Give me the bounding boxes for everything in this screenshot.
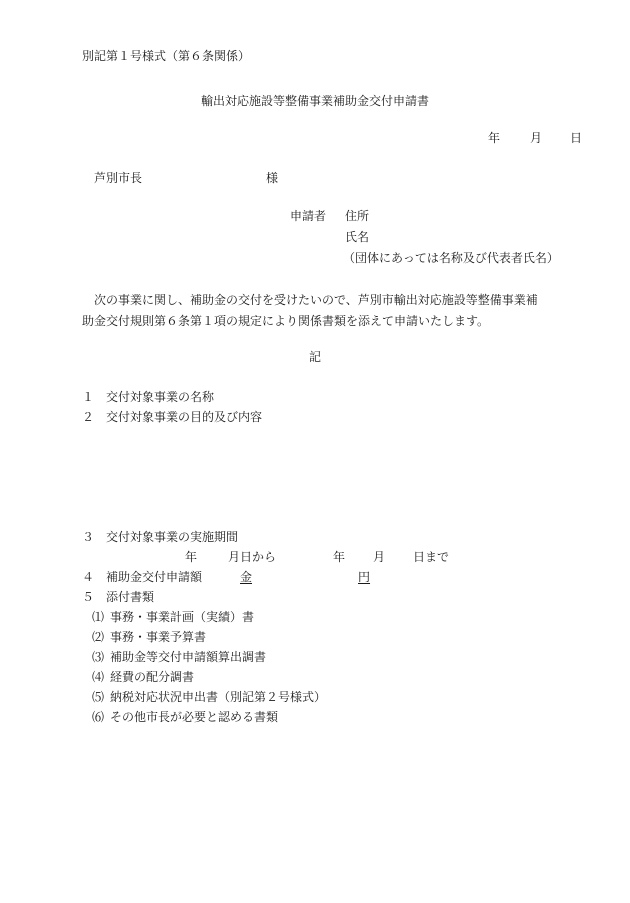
date-month: 月	[530, 131, 543, 145]
ki-heading: 記	[308, 350, 321, 364]
period-year-end: 年	[333, 550, 346, 564]
body-line-1: 次の事業に関し、補助金の交付を受けたいので、芦別市輸出対応施設等整備事業補	[94, 293, 538, 307]
recipient-honorific: 様	[266, 171, 279, 185]
attachment-text: 事務・事業計画（実績）書	[110, 610, 255, 624]
attachment-number: ⑷	[92, 670, 105, 684]
recipient-name: 芦別市長	[94, 171, 143, 185]
amount-suffix: 円	[358, 570, 371, 584]
period-year-start: 年	[185, 550, 198, 564]
item-text: 交付対象事業の目的及び内容	[106, 410, 263, 424]
applicant-label: 申請者	[290, 209, 327, 223]
item-number: ５	[82, 590, 95, 604]
attachment-text: 経費の配分調書	[110, 670, 195, 684]
period-day-to: 日まで	[413, 550, 450, 564]
item-number: ２	[82, 410, 95, 424]
item-number: ３	[82, 530, 95, 544]
document-title: 輸出対応施設等整備事業補助金交付申請書	[200, 94, 429, 108]
body-line-2: 助金交付規則第６条第１項の規定により関係書類を添えて申請いたします。	[82, 314, 490, 328]
amount-blank	[252, 571, 358, 583]
item-text: 交付対象事業の実施期間	[106, 530, 239, 544]
item-text: 交付対象事業の名称	[106, 390, 215, 404]
attachment-text: 事務・事業予算書	[110, 630, 207, 644]
attachment-text: その他市長が必要と認める書類	[110, 710, 279, 724]
applicant-name-label: 氏名	[345, 230, 370, 244]
applicant-note: （団体にあっては名称及び代表者氏名）	[343, 251, 559, 265]
attachment-number: ⑵	[92, 630, 105, 644]
attachment-number: ⑶	[92, 650, 105, 664]
form-label: 別記第１号様式（第６条関係）	[82, 49, 251, 63]
item-number: ４	[82, 570, 95, 584]
attachment-text: 納税対応状況申出書（別記第２号様式）	[110, 690, 327, 704]
item-text: 補助金交付申請額	[106, 570, 203, 584]
attachment-number: ⑸	[92, 690, 105, 704]
attachment-number: ⑹	[92, 710, 105, 724]
period-month-start: 月	[228, 550, 241, 564]
applicant-address-label: 住所	[345, 209, 370, 223]
attachment-text: 補助金等交付申請額算出調書	[110, 650, 267, 664]
attachment-number: ⑴	[92, 610, 105, 624]
period-day-from: 日から	[240, 550, 277, 564]
date-day: 日	[570, 131, 583, 145]
amount-prefix: 金	[240, 570, 253, 584]
amount-field	[240, 571, 370, 583]
date-year: 年	[488, 131, 501, 145]
item-text: 添付書類	[106, 590, 155, 604]
period-month-end: 月	[373, 550, 386, 564]
item-number: １	[82, 390, 95, 404]
